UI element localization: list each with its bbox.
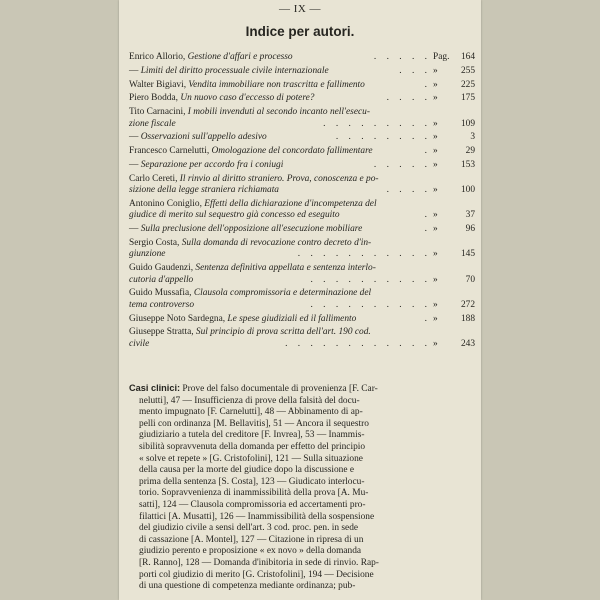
entry-author: Guido Gaudenzi, xyxy=(129,263,194,274)
page-ref-label: » xyxy=(433,93,438,104)
leader-dots: . . . . . xyxy=(373,52,431,62)
entry-page-ref xyxy=(433,339,475,350)
entry-author: — xyxy=(129,132,139,143)
index-entry xyxy=(129,224,475,235)
page-ref-number: 70 xyxy=(465,274,475,285)
entry-page-ref xyxy=(433,249,475,260)
page-ref-number: 153 xyxy=(460,159,475,170)
leader-dots: . . . xyxy=(399,65,431,76)
entry-work-title: Gestione d'affari e processo xyxy=(187,52,293,62)
cases-line-text: giudiziario a tutela del creditore [F. Invrea], 53 — Inammis- xyxy=(139,430,365,441)
index-entry xyxy=(129,132,475,143)
page-ref-number: 255 xyxy=(460,65,475,76)
index-entry xyxy=(129,93,475,104)
entry-page-ref xyxy=(433,185,475,196)
cases-text-line xyxy=(129,419,469,431)
book-page xyxy=(119,0,481,600)
entry-work-title: Le spese giudiziali ed il fallimento xyxy=(227,313,357,324)
cases-label: Casi clinici: xyxy=(129,383,181,393)
entry-work-title: Clausola compromissoria e determinazione del xyxy=(193,288,372,299)
page-ref-number: 29 xyxy=(465,146,475,157)
entry-author: Piero Bodda, xyxy=(129,93,178,104)
cases-text-line xyxy=(129,396,469,408)
cases-line-text: sibilità sopravvenuta della domanda per effetto del principio xyxy=(139,441,366,452)
cases-text-line xyxy=(129,570,469,582)
entry-author: Francesco Carnelutti, xyxy=(129,146,210,157)
page-ref-label: » xyxy=(433,79,438,90)
cases-line-text: della causa per la morte del giudice dopo la discussione e xyxy=(139,465,355,476)
entry-work-title: I mobili invenduti al secondo incanto nell'esecu- xyxy=(187,107,370,118)
cases-text-line xyxy=(129,558,469,570)
entry-page-ref xyxy=(433,300,475,311)
cases-line-text: porti col giudizio di merito [G. Cristofolini], 194 — Decisione xyxy=(139,569,374,580)
cases-text-line xyxy=(129,535,469,547)
leader-dots: . . . . . . . . . . . . xyxy=(285,338,431,349)
leader-dots: . . . . . xyxy=(373,159,431,170)
page-ref-label: » xyxy=(433,65,438,76)
leader-dots: . . . . xyxy=(386,93,431,104)
entry-work-title: cutoria d'appello xyxy=(129,274,194,285)
entry-work-title: Sentenza definitiva appellata e sentenza interlo- xyxy=(195,263,376,274)
entry-author: Carlo Cereti, xyxy=(129,173,178,184)
page-title: Indice per autori. xyxy=(245,24,355,39)
index-entry xyxy=(129,238,475,261)
index-entry xyxy=(129,160,475,171)
entry-author: Walter Bigiavi, xyxy=(129,79,187,90)
entry-page-ref xyxy=(433,52,475,63)
entry-text xyxy=(129,80,475,91)
cases-line-text: di una questione di competenza mediante ordinanza; pub- xyxy=(139,581,356,592)
index-entry xyxy=(129,174,475,197)
cases-text-line xyxy=(129,383,469,396)
page-ref-label: » xyxy=(433,274,438,285)
entry-page-ref xyxy=(433,80,475,91)
entry-page-ref xyxy=(433,119,475,130)
leader-dots: . . . . . . . . . xyxy=(323,118,431,129)
entry-work-title: Un nuovo caso d'eccesso di potere? xyxy=(180,93,315,104)
cases-line-text: « solve et repete » [G. Cristofolini], 121 — Sulla situazione xyxy=(139,453,363,464)
cases-text-line xyxy=(129,581,469,593)
entry-author: Giuseppe Stratta, xyxy=(129,327,194,338)
index-entry xyxy=(129,80,475,91)
entry-text xyxy=(129,199,475,222)
cases-line-text: mento impugnato [F. Carnelutti], 48 — Abbinamento di ap- xyxy=(139,407,363,418)
entry-page-ref xyxy=(433,160,475,171)
entry-work-title: Limiti del diritto processuale civile internazionale xyxy=(140,65,329,76)
cases-line-text: di cassazione [A. Montel], 127 — Citazione in ripresa di un xyxy=(139,534,364,545)
page-ref-number: 225 xyxy=(460,79,475,90)
page-ref-label: » xyxy=(433,118,438,129)
index-entry xyxy=(129,314,475,325)
cases-line-text: filattici [A. Musatti], 126 — Inammissibilità della sospensione xyxy=(139,511,375,522)
page-ref-number: 109 xyxy=(460,118,475,129)
entry-work-title: Sulla domanda di revocazione contro decreto d'in- xyxy=(181,237,372,248)
entry-work-title: Sulla preclusione dell'opposizione all'esecuzione mobiliare xyxy=(140,224,363,235)
entry-author: — xyxy=(129,65,139,76)
page-ref-number: 37 xyxy=(465,210,475,221)
entry-work-title: civile xyxy=(129,338,150,349)
cases-text-line xyxy=(129,430,469,442)
page-ref-number: 188 xyxy=(460,313,475,324)
entry-work-title: Separazione per accordo fra i coniugi xyxy=(140,159,284,170)
cases-line-text: [R. Ranno], 128 — Domanda d'inibitoria in sede di rinvio. Rap- xyxy=(139,557,379,568)
entry-work-title: Il rinvio al diritto straniero. Prova, conoscenza e po- xyxy=(179,173,379,184)
cases-text-line xyxy=(129,442,469,454)
entry-text xyxy=(129,146,475,157)
entry-author: Antonino Coniglio, xyxy=(129,198,202,209)
entry-author: Guido Mussafia, xyxy=(129,288,192,299)
index-entry xyxy=(129,327,475,350)
cases-text-line xyxy=(129,465,469,477)
entry-author: Enrico Allorio, xyxy=(129,52,186,62)
page-ref-label: » xyxy=(433,338,438,349)
page-ref-label: » xyxy=(433,313,438,324)
entry-work-title: giudice di merito sul sequestro già concesso ed eseguito xyxy=(129,210,340,221)
entry-page-ref xyxy=(433,210,475,221)
page-ref-label: » xyxy=(433,224,438,235)
index-entry xyxy=(129,52,475,63)
entry-work-title: Sul principio di prova scritta dell'art. 190 cod. xyxy=(195,327,371,338)
author-index-list xyxy=(129,52,475,353)
page-number: — IX — xyxy=(278,3,322,15)
clinical-cases-section xyxy=(129,383,469,593)
cases-line-text: Prove del falso documentale di provenienza [F. Car- xyxy=(182,384,378,394)
leader-dots: . xyxy=(424,210,431,221)
page-ref-number: 96 xyxy=(465,224,475,235)
entry-author: — xyxy=(129,159,139,170)
entry-page-ref xyxy=(433,314,475,325)
entry-text xyxy=(129,314,475,325)
entry-author: Giuseppe Noto Sardegna, xyxy=(129,313,226,324)
cases-line-text: pelli con ordinanza [M. Bellavitis], 51 — Ancora il sequestro xyxy=(139,418,369,429)
entry-work-title: Omologazione del concordato fallimentare xyxy=(211,146,373,157)
page-ref-number: 3 xyxy=(470,132,475,143)
page-ref-label: » xyxy=(433,159,438,170)
entry-page-ref xyxy=(433,132,475,143)
entry-work-title: zione fiscale xyxy=(129,118,176,129)
entry-page-ref xyxy=(433,224,475,235)
cases-line-text: prima della sentenza [S. Costa], 123 — Giudicato interlocu- xyxy=(139,476,365,487)
leader-dots: . xyxy=(424,146,431,157)
entry-work-title: sizione della legge straniera richiamata xyxy=(129,185,279,196)
leader-dots: . . . . xyxy=(386,185,431,196)
page-ref-label: » xyxy=(433,132,438,143)
cases-text-line xyxy=(129,407,469,419)
page-ref-label: » xyxy=(433,299,438,310)
page-ref-number: 175 xyxy=(460,93,475,104)
page-ref-number: 243 xyxy=(460,338,475,349)
cases-line-text: giudizio perento e proposizione « ex novo » della domanda xyxy=(139,546,362,557)
cases-line-text: nelutti], 47 — Insufficienza di prove della falsità del docu- xyxy=(139,395,360,406)
cases-text-line xyxy=(129,500,469,512)
index-entry xyxy=(129,288,475,311)
index-entry xyxy=(129,146,475,157)
page-ref-number: 272 xyxy=(460,299,475,310)
page-ref-number: 100 xyxy=(460,185,475,196)
leader-dots: . xyxy=(424,224,431,235)
page-ref-label: » xyxy=(433,146,438,157)
index-entry xyxy=(129,107,475,130)
entry-work-title: Vendita immobiliare non trascritta e fallimento xyxy=(188,79,365,90)
leader-dots: . . . . . . . . xyxy=(335,132,431,143)
cases-text-line xyxy=(129,488,469,500)
entry-page-ref xyxy=(433,146,475,157)
cases-text-line xyxy=(129,523,469,535)
entry-text xyxy=(129,224,475,235)
entry-page-ref xyxy=(433,66,475,77)
cases-text-line xyxy=(129,454,469,466)
leader-dots: . . . . . . . . . . xyxy=(310,299,431,310)
leader-dots: . . . . . . . . . . xyxy=(310,274,431,285)
page-ref-number: 145 xyxy=(460,249,475,260)
leader-dots: . xyxy=(424,313,431,324)
entry-work-title: tema controverso xyxy=(129,299,195,310)
page-ref-label: » xyxy=(433,185,438,196)
entry-work-title: giunzione xyxy=(129,249,166,260)
cases-text-line xyxy=(129,546,469,558)
cases-text-line xyxy=(129,477,469,489)
cases-line-text: torio. Sopravvenienza di inammissibilità della prova [A. Mu- xyxy=(139,488,369,499)
leader-dots: . . . . . . . . . . . xyxy=(297,249,431,260)
entry-author: Tito Carnacini, xyxy=(129,107,186,118)
cases-line-text: del giudizio civile a sensi dell'art. 3 cod. proc. pen. in sede xyxy=(139,523,359,534)
entry-page-ref xyxy=(433,275,475,286)
index-entry xyxy=(129,199,475,222)
cases-line-text: satti], 124 — Clausola compromissoria ed accertamenti pro- xyxy=(139,499,366,510)
entry-work-title: Osservazioni sull'appello adesivo xyxy=(140,132,267,143)
page-ref-number: 164 xyxy=(460,52,475,62)
index-entry xyxy=(129,66,475,77)
entry-page-ref xyxy=(433,93,475,104)
index-entry xyxy=(129,263,475,286)
cases-text-line xyxy=(129,512,469,524)
leader-dots: . xyxy=(424,79,431,90)
page-ref-label: » xyxy=(433,210,438,221)
entry-work-title: Effetti della dichiarazione d'incompetenza del xyxy=(204,198,377,209)
page-ref-label: » xyxy=(433,249,438,260)
entry-author: — xyxy=(129,224,139,235)
entry-author: Sergio Costa, xyxy=(129,237,180,248)
page-ref-label: Pag. xyxy=(433,52,450,62)
